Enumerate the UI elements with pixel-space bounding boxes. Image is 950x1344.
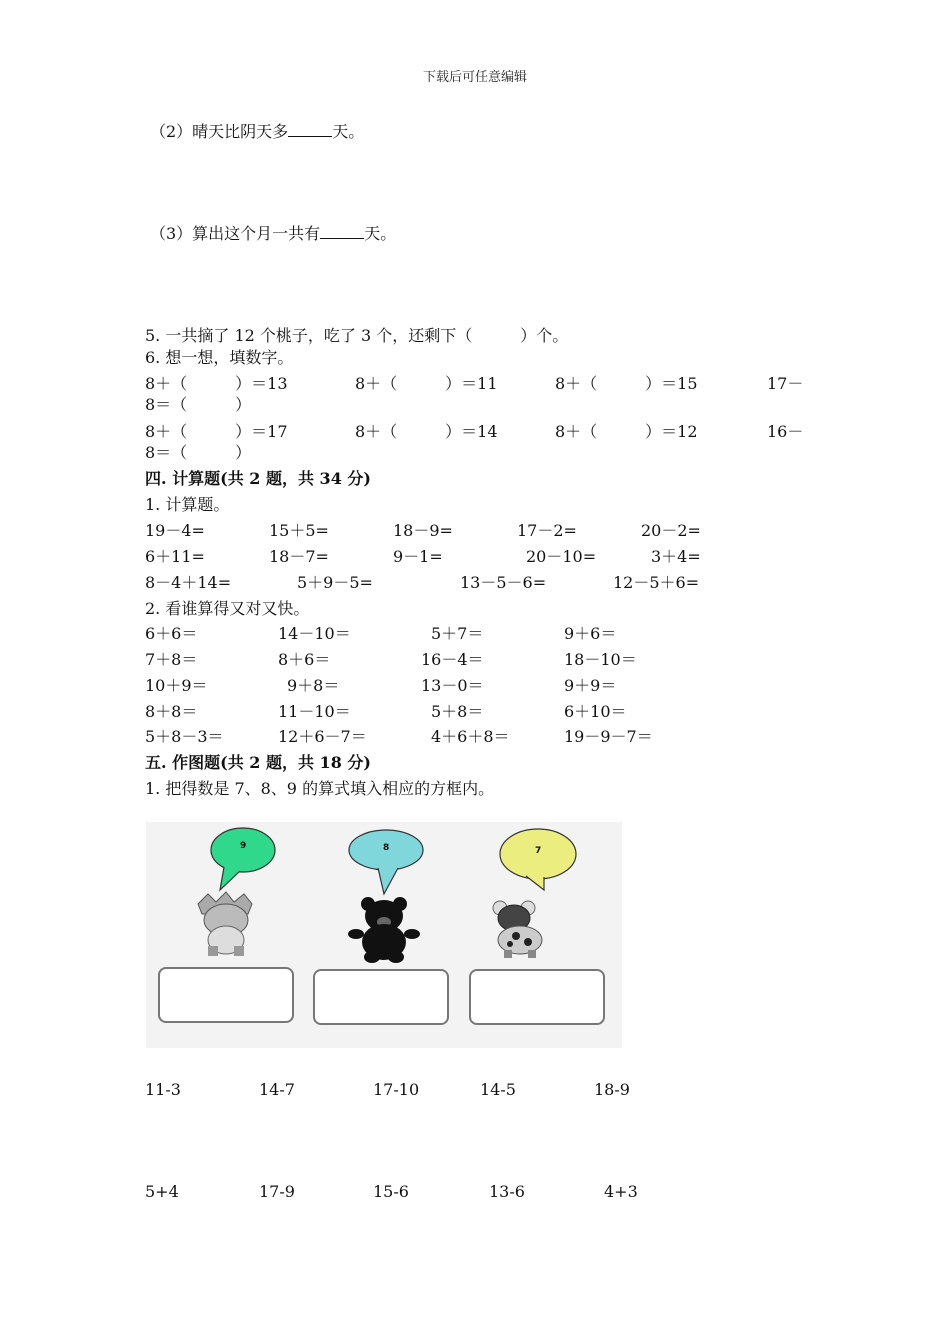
question-6-title: 6. 想一想，填数字。 xyxy=(145,348,294,367)
question-3 xyxy=(150,221,396,244)
calc-item: 4＋6＋8＝ xyxy=(431,727,510,746)
calc-item: 20－10= xyxy=(526,547,597,566)
calc-item: 18－7= xyxy=(269,547,329,566)
fill-item-wrap: 8＝（ ） xyxy=(145,395,252,414)
fill-item: 8＋（ ）＝11 xyxy=(355,374,498,393)
answer-blank[interactable] xyxy=(288,124,332,137)
bubble-number-9: 9 xyxy=(240,841,247,851)
section-4-q2-title: 2. 看谁算得又对又快。 xyxy=(145,599,310,618)
section-5-title: 五. 作图题(共 2 题，共 18 分) xyxy=(145,753,371,772)
expression-item[interactable]: 4+3 xyxy=(604,1182,638,1201)
spotted-mouse-icon xyxy=(493,901,542,958)
question-2 xyxy=(150,119,364,142)
calc-item: 6＋6＝ xyxy=(145,624,198,643)
speech-bubble-9 xyxy=(211,828,275,890)
calc-item: 17－2= xyxy=(517,521,577,540)
speech-bubble-7 xyxy=(500,829,576,890)
expression-item[interactable]: 5+4 xyxy=(145,1182,179,1201)
answer-box-8[interactable] xyxy=(313,969,449,1025)
black-bear-icon xyxy=(348,897,420,963)
calc-item: 7＋8＝ xyxy=(145,650,198,669)
calc-item: 19－4= xyxy=(145,521,205,540)
calc-item: 9＋9＝ xyxy=(564,676,617,695)
calc-item: 5＋8＝ xyxy=(431,702,484,721)
expression-item[interactable]: 17-10 xyxy=(373,1080,420,1099)
fill-item: 8＋（ ）＝14 xyxy=(355,422,498,441)
fill-item: 8＋（ ）＝17 xyxy=(145,422,288,441)
calc-item: 14－10＝ xyxy=(278,624,351,643)
calc-item: 13－5－6= xyxy=(460,573,547,592)
expression-item[interactable]: 14-5 xyxy=(480,1080,516,1099)
bubble-tail xyxy=(220,867,240,890)
calc-item: 16－4＝ xyxy=(421,650,484,669)
calc-item: 8＋6＝ xyxy=(278,650,331,669)
section-4-title: 四. 计算题(共 2 题，共 34 分) xyxy=(145,469,371,488)
calc-item: 9＋6＝ xyxy=(564,624,617,643)
bubble-tail xyxy=(378,868,398,894)
bubble-number-8: 8 xyxy=(383,843,390,853)
calc-item: 20－2= xyxy=(641,521,701,540)
calc-item: 15＋5= xyxy=(269,521,329,540)
answer-blank[interactable] xyxy=(320,226,364,239)
calc-item: 6＋11= xyxy=(145,547,205,566)
bubble-tail xyxy=(526,876,544,890)
question-2-text: （2）晴天比阴天多 xyxy=(150,122,289,141)
expression-item[interactable]: 11-3 xyxy=(145,1080,181,1099)
expression-item[interactable]: 14-7 xyxy=(259,1080,295,1099)
calc-item: 19－9－7＝ xyxy=(564,727,653,746)
calc-item: 9－1= xyxy=(393,547,443,566)
calc-item: 12＋6－7＝ xyxy=(278,727,367,746)
question-3-text: （3）算出这个月一共有 xyxy=(150,224,321,243)
section-4-q1-title: 1. 计算题。 xyxy=(145,495,230,514)
question-2-suffix: 天。 xyxy=(332,122,365,141)
calc-item: 6＋10＝ xyxy=(564,702,627,721)
calc-item: 8＋8＝ xyxy=(145,702,198,721)
fill-item: 8＋（ ）＝12 xyxy=(555,422,698,441)
calc-item: 11－10＝ xyxy=(278,702,351,721)
expression-item[interactable]: 15-6 xyxy=(373,1182,409,1201)
drawing-figure xyxy=(146,822,622,1048)
question-5: 5. 一共摘了 12 个桃子，吃了 3 个，还剩下（ ）个。 xyxy=(145,326,569,345)
expression-item[interactable]: 13-6 xyxy=(489,1182,525,1201)
calc-item: 8－4＋14= xyxy=(145,573,232,592)
calc-item: 9＋8＝ xyxy=(287,676,340,695)
calc-item: 12－5＋6= xyxy=(613,573,700,592)
calc-item: 5＋7＝ xyxy=(431,624,484,643)
answer-box-7[interactable] xyxy=(469,969,605,1025)
calc-item: 5＋8－3＝ xyxy=(145,727,224,746)
page-header: 下载后可任意编辑 xyxy=(422,70,527,85)
expression-item[interactable]: 18-9 xyxy=(594,1080,630,1099)
speech-bubble-8 xyxy=(349,830,423,894)
calc-item: 10＋9＝ xyxy=(145,676,208,695)
fill-item: 8＋（ ）＝15 xyxy=(555,374,698,393)
fill-item: 17－ xyxy=(767,374,804,393)
grey-creature-icon xyxy=(198,892,252,956)
question-3-suffix: 天。 xyxy=(364,224,397,243)
answer-box-9[interactable] xyxy=(158,967,294,1023)
calc-item: 18－10＝ xyxy=(564,650,637,669)
bubble-number-7: 7 xyxy=(535,846,542,856)
expression-item[interactable]: 17-9 xyxy=(259,1182,295,1201)
calc-item: 3＋4= xyxy=(651,547,701,566)
section-5-q1-title: 1. 把得数是 7、8、9 的算式填入相应的方框内。 xyxy=(145,779,495,798)
calc-item: 18－9= xyxy=(393,521,453,540)
fill-item: 16－ xyxy=(767,422,804,441)
calc-item: 5＋9－5= xyxy=(297,573,373,592)
fill-item: 8＋（ ）＝13 xyxy=(145,374,288,393)
fill-item-wrap: 8＝（ ） xyxy=(145,443,252,462)
calc-item: 13－0＝ xyxy=(421,676,484,695)
